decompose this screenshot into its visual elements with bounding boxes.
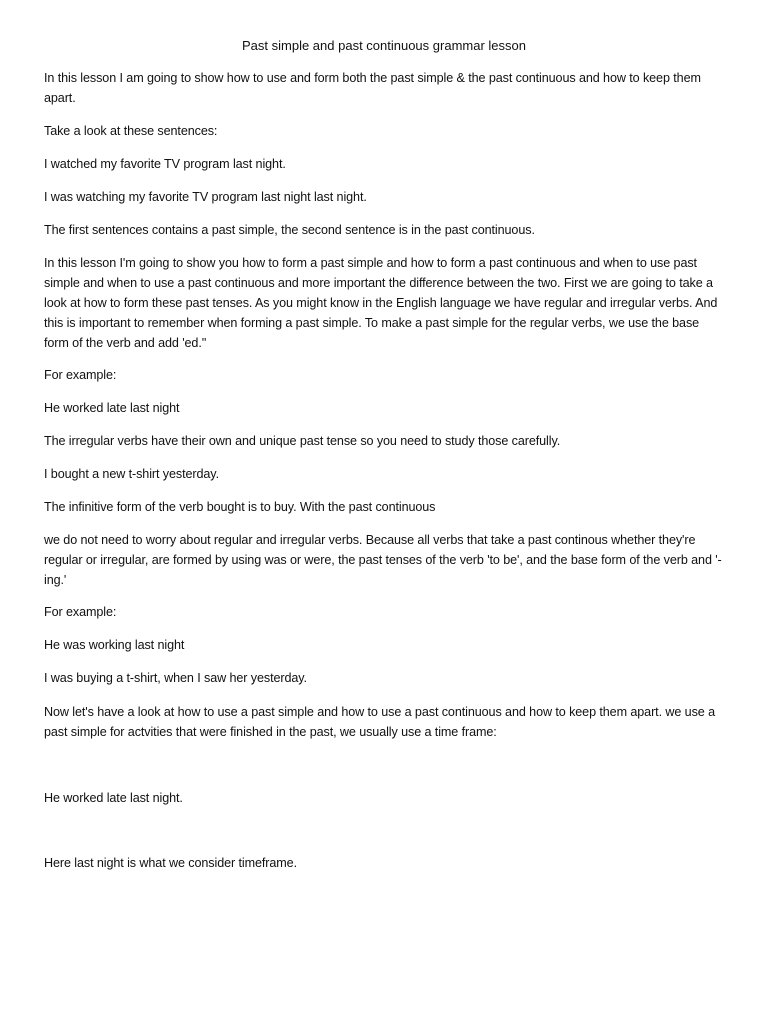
paragraph-for-example-2: For example: — [44, 605, 117, 619]
example-sentence-worked-late: He worked late last night. — [44, 791, 183, 805]
paragraph-how-to-use: Now let's have a look at how to use a past simple and how to use a past continuous and how to keep them apart. we use a past simple for actvities that were finished in the past, we usually use a time frame: — [44, 705, 715, 739]
paragraph-irregular-verbs: The irregular verbs have their own and unique past tense so you need to study those carefully. — [44, 434, 561, 448]
paragraph-intro: In this lesson I am going to show how to use and form both the past simple & the past continuous and how to keep them apart. — [44, 71, 701, 105]
paragraph-infinitive-form: The infinitive form of the verb bought is to buy. With the past continuous — [44, 500, 436, 514]
paragraph-take-a-look: Take a look at these sentences: — [44, 124, 218, 138]
paragraph-lesson-overview: In this lesson I'm going to show you how to form a past simple and how to form a past continuous and when to use past simple and when to use a past continuous and more important the difference between the two. First we are going to take a look at how to form these past tenses. As you might know in the English language we have regular and irregular verbs. And this is important to remember when forming a past simple. To make a past simple for the regular verbs, we use the base form of the verb and add 'ed.'' — [44, 256, 718, 350]
example-sentence-past-continuous: I was watching my favorite TV program last night last night. — [44, 190, 367, 204]
example-sentence-was-buying: I was buying a t-shirt, when I saw her yesterday. — [44, 671, 307, 685]
paragraph-for-example-1: For example: — [44, 368, 117, 382]
paragraph-first-sentences: The first sentences contains a past simple, the second sentence is in the past continuous. — [44, 223, 535, 237]
paragraph-past-continuous-formation: we do not need to worry about regular and irregular verbs. Because all verbs that take a past continous whether they're regular or irregular, are formed by using was or were, the past tenses of the verb 'to be', and the base form of the verb and '-ing.' — [44, 533, 722, 587]
example-sentence-was-working: He was working last night — [44, 638, 185, 652]
example-sentence-worked: He worked late last night — [44, 401, 180, 415]
paragraph-timeframe: Here last night is what we consider timeframe. — [44, 856, 297, 870]
document-title: Past simple and past continuous grammar lesson — [242, 38, 526, 53]
example-sentence-bought: I bought a new t-shirt yesterday. — [44, 467, 219, 481]
example-sentence-past-simple: I watched my favorite TV program last night. — [44, 157, 286, 171]
